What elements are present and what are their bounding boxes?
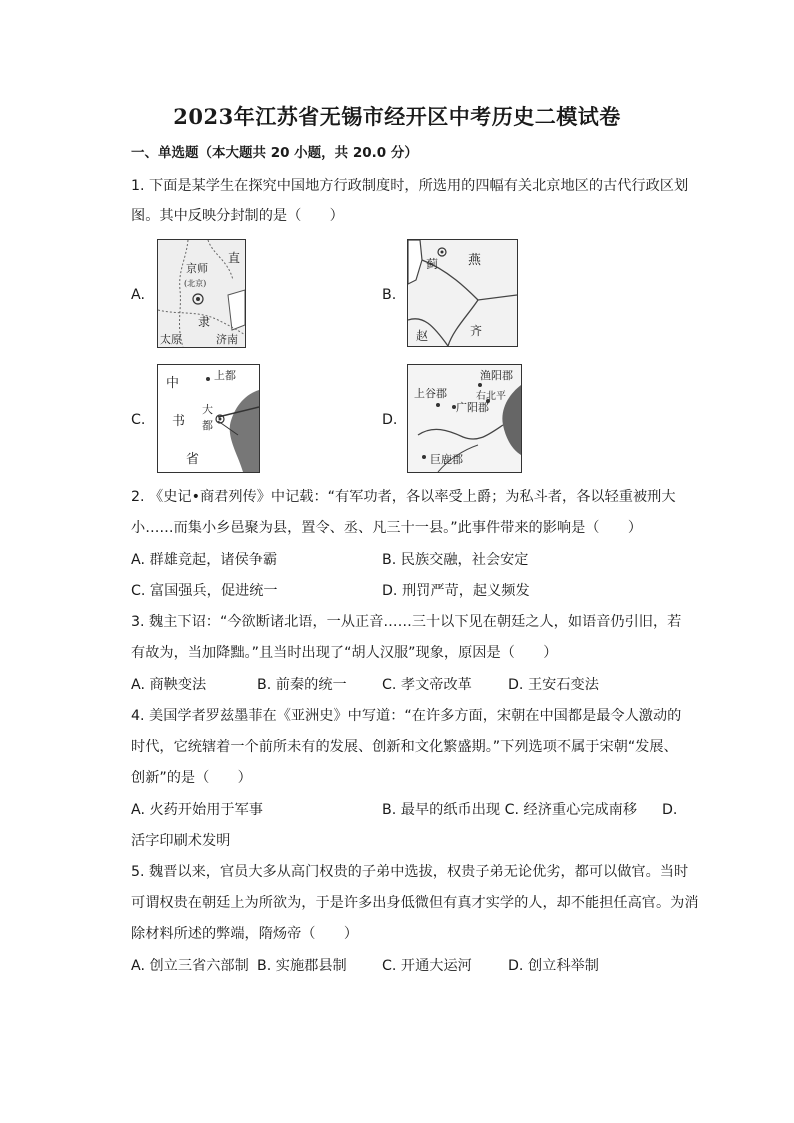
- map-a-label-4: 隶: [198, 315, 211, 329]
- q4-line1: 4. 美国学者罗兹墨菲在《亚洲史》中写道：“在许多方面，宋朝在中国都是最令人激动的: [131, 708, 682, 724]
- map-b-label-2: 燕: [468, 253, 482, 268]
- map-d-label-5: 巨鹿郡: [430, 453, 463, 466]
- map-a-label-3: (北京): [184, 279, 207, 288]
- map-a-label-5: 太原: [160, 333, 182, 346]
- q1-map-c: [157, 364, 260, 473]
- q1-option-d-label: D.: [382, 412, 398, 428]
- q5-line3: 除材料所述的弊端，隋炀帝（ ）: [131, 926, 359, 942]
- q5-line2: 可谓权贵在朝廷上为所欲为，于是许多出身低微但有真才实学的人，却不能担任高官。为消: [131, 895, 699, 911]
- section-heading: 一、单选题（本大题共 20 小题，共 20.0 分）: [131, 145, 418, 161]
- q2-option-c: C. 富国强兵，促进统一: [131, 583, 278, 599]
- map-c-label-4: 都: [202, 419, 213, 432]
- q1-option-c-label: C.: [131, 412, 146, 428]
- map-b-label-4: 齐: [470, 324, 483, 338]
- q1-option-a-label: A.: [131, 287, 145, 303]
- q4-option-d-text: 活字印刷术发明: [131, 833, 231, 849]
- q2-option-d: D. 刑罚严苛，起义频发: [382, 583, 530, 599]
- q2-line2: 小……而集小乡邑聚为县，置令、丞、凡三十一县。”此事件带来的影响是（ ）: [131, 520, 643, 536]
- q2-line1: 2. 《史记•商君列传》中记载：“有军功者，各以率受上爵；为私斗者，各以轻重被刑大: [131, 489, 676, 505]
- q1-map-a: [157, 239, 246, 348]
- map-b-label-1: 蓟: [426, 257, 439, 271]
- map-b-label-3: 赵: [416, 329, 429, 343]
- q5-option-d: D. 创立科举制: [508, 958, 599, 974]
- map-a-label-2: 京师: [186, 262, 208, 275]
- q5-option-a: A. 创立三省六部制: [131, 958, 249, 974]
- q3-line1: 3. 魏主下诏：“今欲断诸北语，一从正音……三十以下见在朝廷之人，如语音仍引旧，若: [131, 614, 682, 630]
- q5-option-c: C. 开通大运河: [382, 958, 472, 974]
- map-d-label-1: 渔阳郡: [480, 369, 513, 382]
- map-d-label-2: 上谷郡: [414, 387, 447, 400]
- q5-line1: 5. 魏晋以来，官员大多从高门权贵的子弟中选拔，权贵子弟无论优劣，都可以做官。当时: [131, 864, 689, 880]
- q2-option-b: B. 民族交融，社会安定: [382, 552, 529, 568]
- q3-line2: 有故为，当加降黜。”且当时出现了“胡人汉服”现象，原因是（ ）: [131, 645, 558, 661]
- map-c-label-1: 上都: [214, 369, 236, 382]
- map-d-label-4: 广阳郡: [456, 401, 489, 414]
- q4-line3: 创新”的是（ ）: [131, 770, 252, 786]
- map-a-label-1: 直: [228, 251, 241, 265]
- map-c-label-5: 书: [172, 414, 186, 429]
- q3-option-b: B. 前秦的统一: [257, 677, 347, 693]
- q1-line2: 图。其中反映分封制的是（ ）: [131, 208, 344, 224]
- map-c-label-3: 大: [202, 403, 213, 416]
- q3-option-d: D. 王安石变法: [508, 677, 599, 693]
- q4-option-bc: B. 最早的纸币出现 C. 经济重心完成南移: [382, 802, 638, 818]
- q1-option-b-label: B.: [382, 287, 397, 303]
- map-c-label-2: 中: [166, 376, 180, 391]
- q3-option-c: C. 孝文帝改革: [382, 677, 472, 693]
- q2-option-a: A. 群雄竞起，诸侯争霸: [131, 552, 278, 568]
- q4-option-a: A. 火药开始用于军事: [131, 802, 263, 818]
- q1-map-d: [407, 364, 522, 473]
- map-d-label-3: 右北平: [476, 391, 506, 402]
- q4-line2: 时代，它统辖着一个前所未有的发展、创新和文化繁盛期。”下列选项不属于宋朝“发展、: [131, 739, 678, 755]
- map-a-label-6: 济南: [216, 333, 238, 346]
- q1-line1: 1. 下面是某学生在探究中国地方行政制度时，所选用的四幅有关北京地区的古代行政区划: [131, 178, 689, 194]
- q5-option-b: B. 实施郡县制: [257, 958, 347, 974]
- q3-option-a: A. 商鞅变法: [131, 677, 207, 693]
- q1-map-b: [407, 239, 518, 347]
- q4-option-d: D.: [662, 802, 678, 818]
- page-title: 2023年江苏省无锡市经开区中考历史二模试卷: [173, 104, 621, 129]
- map-c-label-6: 省: [186, 452, 200, 467]
